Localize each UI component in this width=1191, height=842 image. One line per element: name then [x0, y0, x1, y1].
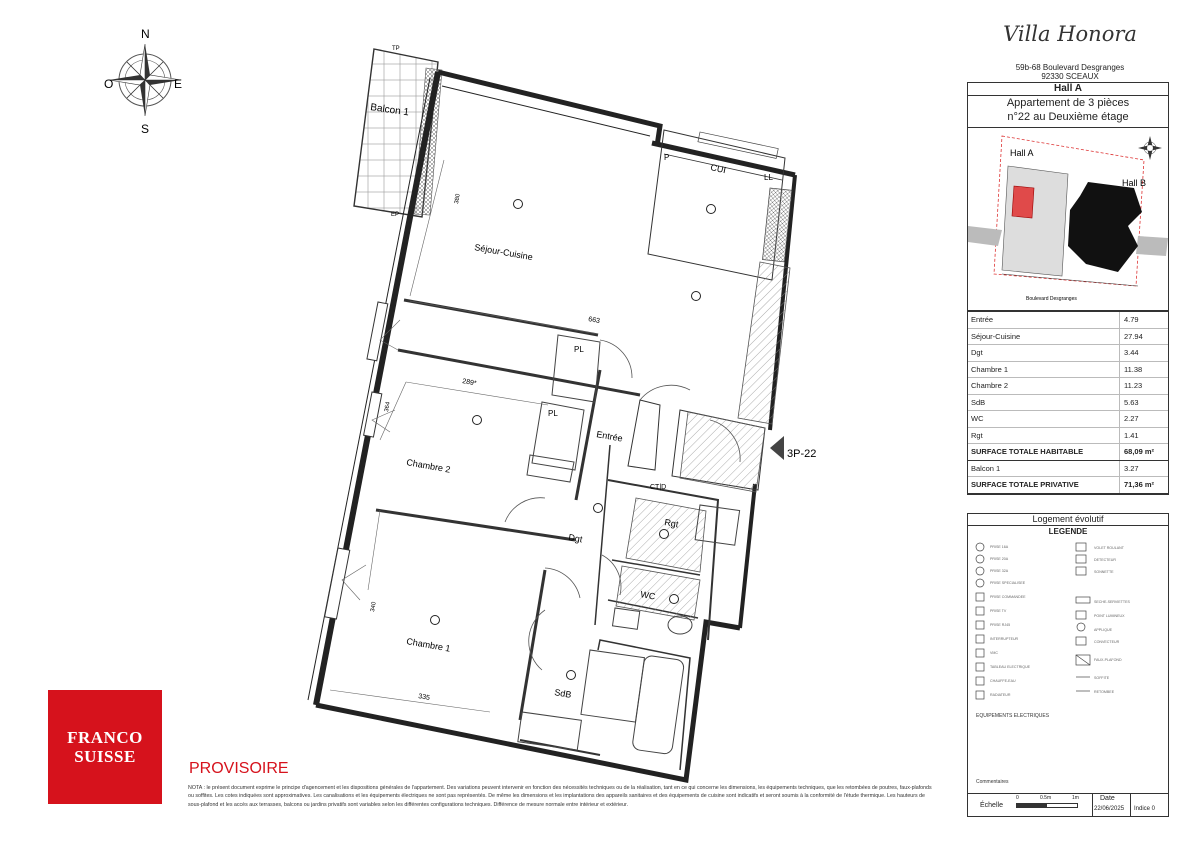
ll-label: LL: [764, 173, 773, 182]
site-hall-b: Hall B: [1122, 178, 1147, 188]
room-sejour: Séjour-Cuisine: [473, 242, 534, 263]
scale-0: 0: [1016, 795, 1019, 801]
area-table: [967, 311, 1169, 495]
svg-text:VOLET ROULANT: VOLET ROULANT: [1094, 546, 1124, 550]
room-sdb: SdB: [553, 687, 573, 700]
svg-text:PRISE 20A: PRISE 20A: [990, 557, 1009, 561]
footer-divider: [1130, 794, 1131, 816]
svg-text:VMC: VMC: [990, 651, 998, 655]
site-plan: [967, 126, 1169, 311]
dim-ch2-h: 364: [384, 401, 392, 413]
scale-mid: 0.5m: [1040, 795, 1052, 801]
legend-title: Logement évolutif: [968, 514, 1168, 526]
legend-subtitle: LEGENDE: [1048, 527, 1088, 536]
scale-label: Échelle: [980, 802, 1003, 809]
area-value: 11.23: [1119, 378, 1168, 394]
area-name: Chambre 2: [971, 381, 1009, 391]
dim-ch2-w: 289*: [461, 378, 478, 388]
area-name: Rgt: [971, 430, 983, 440]
room-chambre1: Chambre 1: [405, 636, 452, 654]
legend-panel: [967, 513, 1169, 817]
balcony-area-value: 3.27: [1119, 461, 1168, 477]
title-footer: [967, 793, 1169, 817]
apartment-header: [967, 82, 1169, 128]
room-dgt: Dgt: [567, 532, 584, 545]
date-value: 22/06/2025: [1094, 806, 1125, 812]
project-name: Villa Honora: [1003, 22, 1137, 46]
total-habitable-label: SURFACE TOTALE HABITABLE: [971, 447, 1084, 457]
room-entree: Entrée: [595, 429, 624, 444]
svg-text:INTERRUPTEUR: INTERRUPTEUR: [990, 637, 1019, 641]
room-chambre2: Chambre 2: [405, 457, 452, 475]
hatched-kitchen-zone: [738, 262, 790, 424]
total-privative-label: SURFACE TOTALE PRIVATIVE: [971, 480, 1079, 490]
total-privative-value: 71,36 m²: [1119, 477, 1168, 493]
ep-label: EP: [391, 212, 400, 218]
svg-text:RADIATEUR: RADIATEUR: [990, 693, 1011, 697]
area-name: Dgt: [971, 348, 983, 358]
area-value: 27.94: [1119, 329, 1168, 345]
closets: [527, 335, 600, 482]
area-value: 5.63: [1119, 395, 1168, 411]
pl-label-1: PL: [574, 345, 584, 354]
total-habitable-row: [968, 444, 1168, 461]
dim-sejour-h: 380: [454, 193, 462, 205]
compass-s: S: [141, 122, 150, 136]
total-privative-row: [968, 477, 1168, 494]
svg-text:PRISE COMMANDEE: PRISE COMMANDEE: [990, 595, 1026, 599]
dim-sejour-w: 663: [587, 316, 601, 325]
svg-text:DETECTEUR: DETECTEUR: [1094, 558, 1116, 562]
area-row: [968, 312, 1168, 329]
legend-symbols: [968, 537, 1168, 807]
area-row: [968, 329, 1168, 346]
svg-text:SONNETTE: SONNETTE: [1094, 570, 1114, 574]
p-label: P: [664, 153, 670, 162]
svg-text:PRISE 32A: PRISE 32A: [990, 569, 1009, 573]
svg-text:POINT LUMINEUX: POINT LUMINEUX: [1094, 614, 1125, 618]
svg-text:APPLIQUE: APPLIQUE: [1094, 628, 1112, 632]
area-row: [968, 428, 1168, 445]
balcony-label: Balcon 1: [369, 102, 410, 119]
area-value: 11.38: [1119, 362, 1168, 378]
status-provisoire: PROVISOIRE: [189, 760, 289, 777]
scale-end: 1m: [1072, 795, 1079, 801]
address-line2: 92330 SCEAUX: [1041, 72, 1099, 81]
legend-section-equip: EQUIPEMENTS ELECTRIQUES: [976, 713, 1050, 719]
pl-label-2: PL: [548, 409, 558, 418]
svg-text:TABLEAU ELECTRIQUE: TABLEAU ELECTRIQUE: [990, 665, 1031, 669]
logo-line2: SUISSE: [74, 747, 136, 766]
indice-label: Indice 0: [1134, 806, 1156, 812]
footer-divider: [1092, 794, 1093, 816]
entry-arrow-icon: [770, 436, 784, 460]
disclaimer-note: NOTA : le présent document exprime le principe d'agencement et les dispositions générales de l'appartement. Des variations peuvent intervenir en fonction des nécessités techniques ou de la réalisation, tant en ce qui concerne les dimensions, les équipements techniques, que les retombées de poutres, faux-plafonds ou soffites. Les cotes indiquées sont approximatives. Les canalisations et les équipements électriques ne sont pas représentés. De même les dimensions et les implantations des appareils sanitaires et des équipements de cuisine sont indicatifs et seront soumis à la conformité de l'étude thermique. Les hauteurs de sous-plafond et les accès aux terrasses, balcons ou jardins privatifs sont variables selon les différentes configurations techniques. Différence de mesure normale entre intérieur et extérieur.: [188, 785, 932, 808]
svg-text:PRISE RJ45: PRISE RJ45: [990, 623, 1011, 627]
area-value: 1.41: [1119, 428, 1168, 444]
apartment-number: n°22 au Deuxième étage: [1007, 111, 1129, 123]
area-name: Séjour-Cuisine: [971, 331, 1021, 341]
dim-ch1-w: 335: [417, 693, 431, 702]
balcony-area-label: Balcon 1: [971, 463, 1001, 473]
area-value: 2.27: [1119, 411, 1168, 427]
apartment-type: Appartement de 3 pièces: [1006, 97, 1130, 109]
kitchen: [648, 130, 792, 280]
room-rgt: Rgt: [663, 517, 680, 530]
project-address: [975, 63, 1165, 81]
area-name: SdB: [971, 397, 986, 407]
compass-n: N: [141, 27, 150, 41]
svg-text:FAUX-PLAFOND: FAUX-PLAFOND: [1094, 658, 1122, 662]
compass-o: O: [104, 77, 114, 91]
address-line1: 59b-68 Boulevard Desgranges: [1015, 63, 1125, 72]
room-wc: WC: [639, 589, 657, 602]
date-label: Date: [1100, 795, 1115, 802]
svg-text:CHAUFFE-EAU: CHAUFFE-EAU: [990, 679, 1016, 683]
svg-text:PRISE SPECIALISEE: PRISE SPECIALISEE: [990, 581, 1026, 585]
hatched-entry-zone: [680, 412, 765, 492]
hatched-wc-zone: [616, 566, 700, 620]
balcony-row: [968, 461, 1168, 478]
tp-label: TP: [392, 46, 400, 52]
total-habitable-value: 68,09 m²: [1119, 444, 1168, 460]
area-name: WC: [971, 414, 984, 424]
area-row: [968, 411, 1168, 428]
unit-code: 3P-22: [787, 448, 817, 460]
svg-text:SECHE-SERVIETTES: SECHE-SERVIETTES: [1094, 600, 1130, 604]
franco-suisse-logo: [48, 690, 162, 804]
site-street: Boulevard Desgranges: [1026, 296, 1077, 302]
compass-e: E: [174, 77, 183, 91]
svg-text:PRISE 16A: PRISE 16A: [990, 545, 1009, 549]
legend-comments: Commentaires: [976, 779, 1009, 785]
svg-text:RETOMBEE: RETOMBEE: [1094, 690, 1115, 694]
svg-text:PRISE TV: PRISE TV: [990, 609, 1007, 613]
area-name: Chambre 1: [971, 364, 1009, 374]
site-compass-icon: [1138, 136, 1162, 160]
area-row: [968, 395, 1168, 412]
ctd-label: CT|D: [650, 484, 667, 491]
area-row: [968, 345, 1168, 362]
svg-text:SOFFITE: SOFFITE: [1094, 676, 1110, 680]
area-value: 3.44: [1119, 345, 1168, 361]
site-hall-a: Hall A: [1010, 148, 1034, 158]
svg-text:CONVECTEUR: CONVECTEUR: [1094, 640, 1120, 644]
compass-icon: [109, 44, 181, 116]
logo-line1: FRANCO: [67, 728, 143, 747]
area-value: 4.79: [1119, 312, 1168, 328]
area-name: Entrée: [971, 315, 994, 325]
scale-bar: [1016, 803, 1078, 808]
area-row: [968, 378, 1168, 395]
site-highlight: [1012, 186, 1034, 218]
dim-ch1-h: 340: [370, 601, 378, 613]
hall-label: Hall A: [968, 83, 1168, 96]
area-row: [968, 362, 1168, 379]
cui-label: CUI: [709, 162, 727, 176]
window-openings: [342, 320, 400, 600]
